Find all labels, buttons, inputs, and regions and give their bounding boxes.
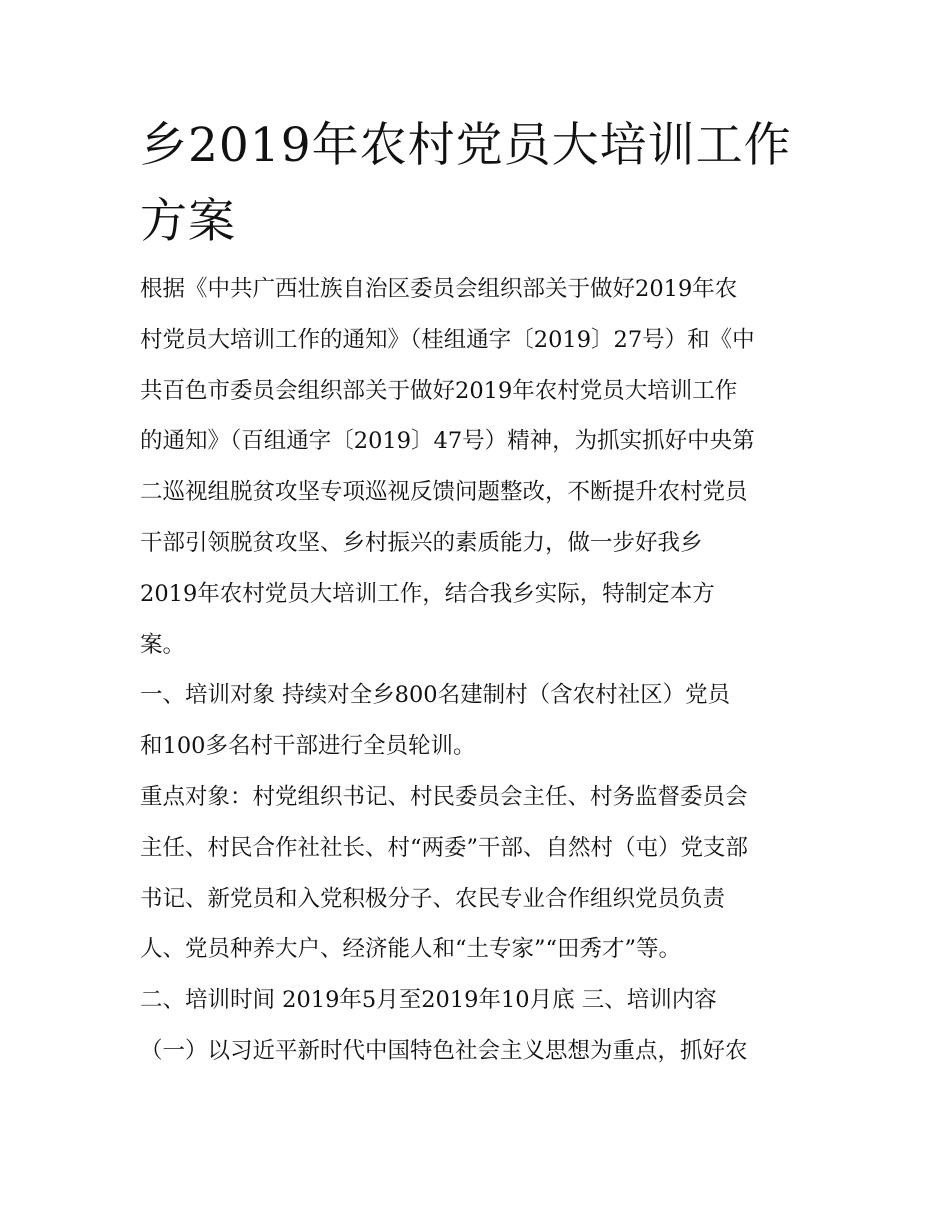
document-body xyxy=(140,108,820,1077)
text-line: 书记、新党员和入党积极分子、农民专业合作组织党员负责 xyxy=(140,885,726,912)
title-line: 乡2019年农村党员大培训工作 xyxy=(140,118,792,173)
text-line: 案。 xyxy=(140,631,186,658)
text-line: 二、培训时间 2019年5月至2019年10月底 三、培训内容 xyxy=(140,987,717,1014)
text-line: 和100多名村干部进行全员轮训。 xyxy=(140,733,476,760)
text-line: 重点对象：村党组织书记、村民委员会主任、村务监督委员会 xyxy=(140,783,748,810)
text-line: 的通知》（百组通字〔2019〕47号）精神，为抓实抓好中央第 xyxy=(140,428,755,455)
text-line: 共百色市委员会组织部关于做好2019年农村党员大培训工作 xyxy=(140,377,738,404)
text-line: 干部引领脱贫攻坚、乡村振兴的素质能力，做一步好我乡 xyxy=(140,529,703,556)
text-line: 根据《中共广西壮族自治区委员会组织部关于做好2019年农 xyxy=(140,276,738,302)
text-line: 一、培训对象 持续对全乡800名建制村（含农村社区）党员 xyxy=(140,682,731,709)
text-line: 人、党员种养大户、经济能人和“土专家”“田秀才”等。 xyxy=(140,936,682,963)
text-line: 村党员大培训工作的通知》（桂组通字〔2019〕27号）和《中 xyxy=(140,326,755,353)
body-text xyxy=(140,264,820,1077)
text-line: 主任、村民合作社社长、村“两委”干部、自然村（屯）党支部 xyxy=(140,834,749,861)
text-line: （一）以习近平新时代中国特色社会主义思想为重点，抓好农 xyxy=(140,1037,748,1064)
document-title xyxy=(140,108,820,260)
text-line: 2019年农村党员大培训工作，结合我乡实际，特制定本方 xyxy=(140,580,715,607)
text-line: 二巡视组脱贫攻坚专项巡视反馈问题整改，不断提升农村党员 xyxy=(140,479,748,506)
title-line: 方案 xyxy=(140,194,236,249)
